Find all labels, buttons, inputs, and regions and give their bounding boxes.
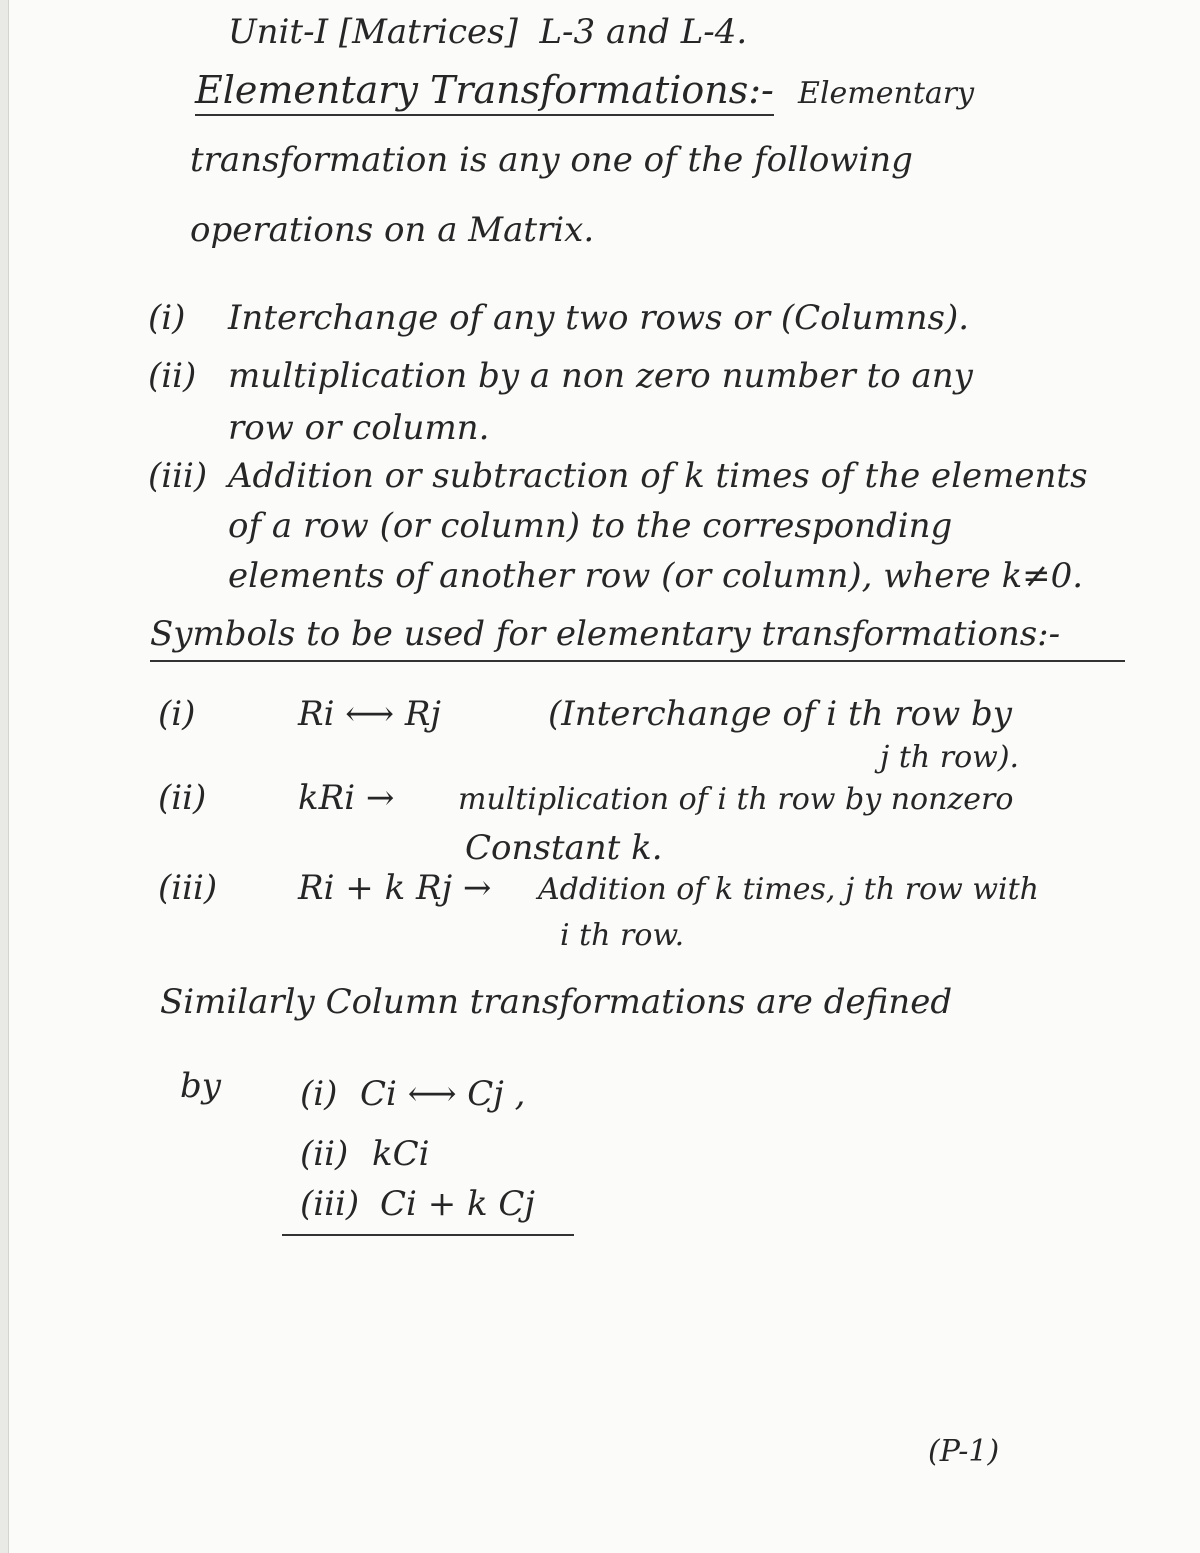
symbol-1-desc: (Interchange of i th row by [548,694,1012,734]
operation-1-num: (i) [148,298,186,338]
column-1 [300,1074,525,1114]
operation-2-cont: row or column. [228,408,490,448]
column-2-text: kCi [372,1134,430,1174]
symbol-2-desc: multiplication of i th row by nonzero [458,782,1014,817]
operation-3 [148,456,1088,496]
heading-line [195,70,974,114]
symbols-underline [150,660,1125,662]
symbol-2-notation: kRi → [298,778,395,818]
column-2-num: (ii) [300,1134,349,1174]
symbol-1 [158,694,1012,734]
symbol-3-desc: Addition of k times, j th row with [538,872,1039,907]
symbol-1-notation: Ri ⟷ Rj [298,694,441,734]
operation-1-text: Interchange of any two rows or (Columns). [228,298,970,338]
intro-part-1: Elementary [798,76,975,111]
symbol-1-num: (i) [158,694,196,734]
operation-3-text: Addition or subtraction of k times of the elements [228,456,1088,496]
columns-underline [282,1234,574,1236]
column-3-text: Ci + k Cj [380,1184,535,1224]
column-1-num: (i) [300,1074,338,1114]
symbol-3-desc2: i th row. [560,918,685,953]
column-2 [300,1134,430,1174]
operation-3-cont2: elements of another row (or column), where k≠0. [228,556,1084,596]
symbol-3-notation: Ri + k Rj → [298,868,492,908]
scan-edge [0,0,9,1553]
column-1-text: Ci ⟷ Cj , [360,1074,526,1114]
operation-3-num: (iii) [148,456,208,496]
intro-line-3: operations on a Matrix. [190,210,595,250]
symbol-2-desc2: Constant k. [465,828,663,868]
column-3 [300,1184,535,1224]
page-number: (P-1) [928,1434,1000,1469]
symbol-3-num: (iii) [158,868,218,908]
operation-3-cont: of a row (or column) to the corresponding [228,506,953,546]
header-line [228,12,747,52]
symbol-1-desc2: j th row). [880,740,1020,775]
operation-2-num: (ii) [148,356,197,396]
unit-title: Unit-I [Matrices] [228,12,518,52]
column-3-num: (iii) [300,1184,360,1224]
symbols-heading: Symbols to be used for elementary transformations:- [150,614,1061,654]
symbol-3 [158,868,1039,910]
symbol-2 [158,778,1013,820]
operation-2 [148,356,973,396]
symbol-2-num: (ii) [158,778,207,818]
section-title: Elementary Transformations:- [195,68,774,116]
operation-1 [148,298,969,338]
columns-intro: Similarly Column transformations are defined [160,982,953,1022]
intro-line-2: transformation is any one of the following [190,140,913,180]
columns-by: by [180,1066,221,1106]
operation-2-text: multiplication by a non zero number to any [228,356,973,396]
lecture-numbers: L-3 and L-4. [539,12,748,52]
